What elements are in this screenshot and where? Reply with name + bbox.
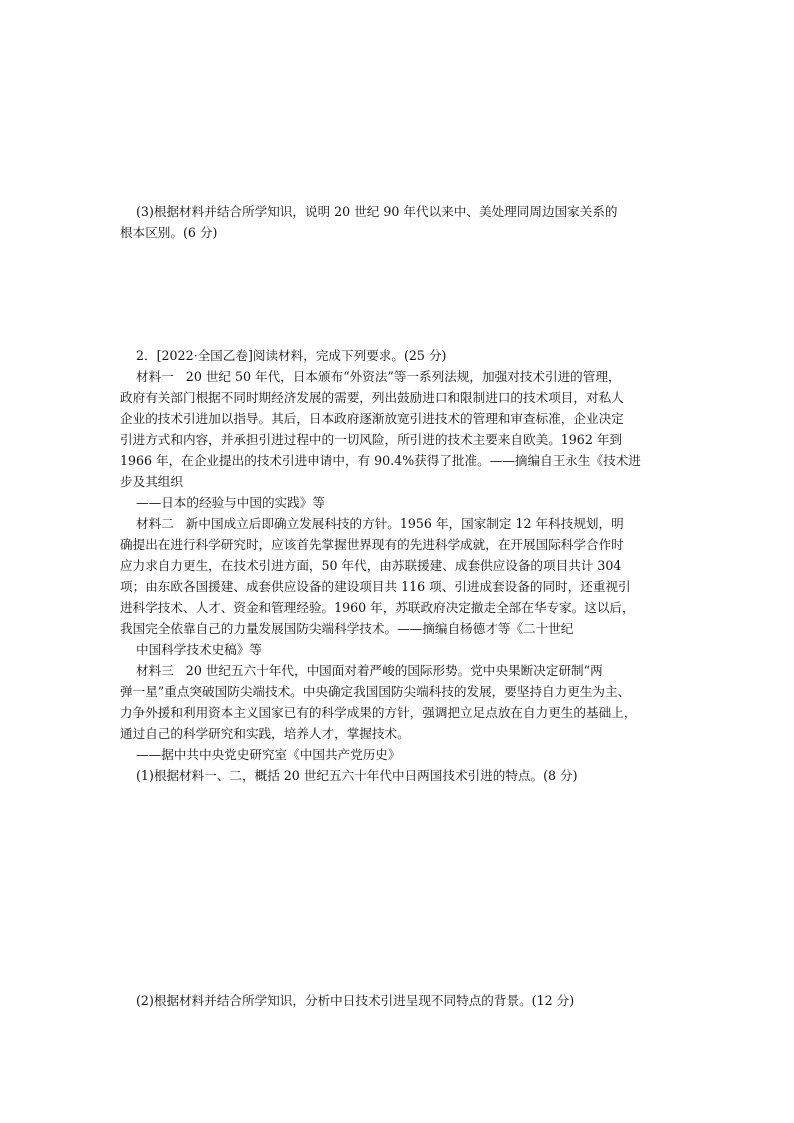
question-2 [120, 345, 686, 786]
material-two [120, 513, 686, 660]
question-part-2: (2)根据材料并结合所学知识，分析中日技术引进呈现不同特点的背景。(12 分) [120, 993, 575, 1008]
source-citation: ——日本的经验与中国的实践》等 [120, 495, 325, 510]
question-1-part-3 [120, 201, 686, 243]
source-citation: 中国科学技术史稿》等 [120, 642, 262, 657]
text-line: 项；由东欧各国援建、成套供应设备的建设项目共 116 项、引进成套设备的同时，还重视引 [120, 579, 631, 594]
text-line: 力争外援和利用资本主义国家已有的科学成果的方针，强调把立足点放在自力更生的基础上， [120, 705, 637, 720]
text-line: 步及其组织 [120, 474, 183, 489]
text-line: 根本区别。(6 分) [120, 225, 218, 240]
text-line: 应力求自力更生，在技术引进方面，50 年代，由苏联援建、成套供应设备的项目共计 304 [120, 558, 622, 573]
text-line: 企业的技术引进加以指导。其后，日本政府逐渐放宽引进技术的管理和审查标准，企业决定 [120, 411, 624, 426]
text-line: 材料二 新中国成立后即确立发展科技的方针。1956 年，国家制定 12 年科技规划，明 [120, 516, 624, 531]
material-three [120, 660, 686, 765]
question-2-part-2 [120, 990, 686, 1011]
question-part-1: (1)根据材料一、二，概括 20 世纪五六十年代中日两国技术引进的特点。(8 分) [120, 768, 578, 783]
text-line: 确提出在进行科学研究时，应该首先掌握世界现有的先进科学成就，在开展国际科学合作时 [120, 537, 624, 552]
text-line: 材料三 20 世纪五六十年代，中国面对着严峻的国际形势。党中央果断决定研制“两 [120, 663, 603, 678]
text-line: 进科学技术、人才、资金和管理经验。1960 年，苏联政府决定撤走全部在华专家。这以后， [120, 600, 635, 615]
source-citation: ——据中共中央党史研究室《中国共产党历史》 [120, 747, 401, 762]
text-line: 材料一 20 世纪 50 年代，日本颁布“外资法”等一系列法规，加强对技术引进的管理， [120, 369, 621, 384]
text-line: 弹一星”重点突破国防尖端技术。中央确定我国国防尖端科技的发展，要坚持自力更生为主、 [120, 684, 631, 699]
text-line: 我国完全依靠自己的力量发展国防尖端科学技术。——摘编自杨德才等《二十世纪 [120, 621, 574, 636]
text-line: 政府有关部门根据不同时期经济发展的需要，列出鼓励进口和限制进口的技术项目，对私人 [120, 390, 624, 405]
text-line: 1966 年，在企业提出的技术引进申请中，有 90.4%获得了批准。——摘编自王永生《技术进 [120, 453, 641, 468]
question-header: 2．[2022·全国乙卷]阅读材料，完成下列要求。(25 分) [120, 348, 447, 363]
text-line: (3)根据材料并结合所学知识，说明 20 世纪 90 年代以来中、美处理同周边国家关系的 [120, 204, 618, 219]
text-line: 通过自己的科学研究和实践，培养人才，掌握技术。 [120, 726, 410, 741]
material-one [120, 366, 686, 513]
text-line: 引进方式和内容，并承担引进过程中的一切风险，所引进的技术主要来自欧美。1962 年到 [120, 432, 623, 447]
